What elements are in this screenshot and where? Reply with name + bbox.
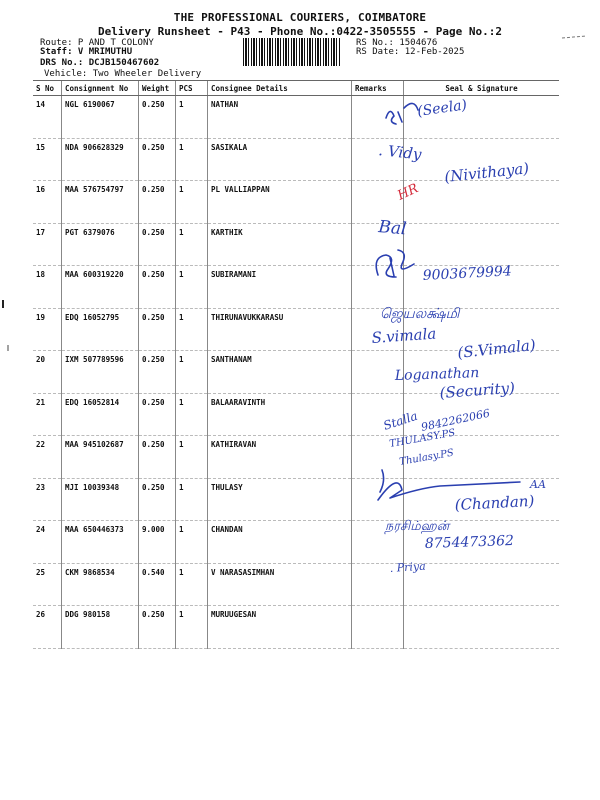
col-pcs: PCS [176, 81, 208, 96]
sig-24: (Chandan) [454, 491, 535, 514]
cell-weight: 0.250 [139, 181, 176, 224]
cell-sno: 26 [33, 606, 62, 649]
rs-date: RS Date: 12-Feb-2025 [356, 47, 465, 57]
col-signature: Seal & Signature [404, 81, 560, 96]
sig-20b: (S.Vimala) [456, 335, 537, 362]
cell-consignee: CHANDAN [208, 521, 352, 564]
staff-label: Staff: V MRIMUTHU [40, 47, 133, 57]
cell-pcs: 1 [176, 478, 208, 521]
cell-pcs: 1 [176, 351, 208, 394]
cell-weight: 0.250 [139, 138, 176, 181]
cell-weight: 0.250 [139, 223, 176, 266]
cell-consignment: EDQ 16052795 [62, 308, 139, 351]
cell-pcs: 1 [176, 138, 208, 181]
sig-18: 9003679994 [422, 263, 513, 284]
sig-21a: Loganathan [394, 365, 480, 384]
sig-17-red: HR [395, 181, 421, 204]
cell-sno: 23 [33, 478, 62, 521]
cell-consignee: KARTHIK [208, 223, 352, 266]
cell-sno: 20 [33, 351, 62, 394]
sig-17: Bal [377, 217, 408, 240]
cell-weight: 0.540 [139, 563, 176, 606]
cell-consignee: SUBIRAMANI [208, 266, 352, 309]
cell-pcs: 1 [176, 606, 208, 649]
drs-number: DRS No.: DCJB150467602 [40, 58, 160, 68]
sig-scribble-14 [386, 103, 418, 124]
cell-weight: 0.250 [139, 436, 176, 479]
cell-consignee: BALAARAVINTH [208, 393, 352, 436]
cell-sno: 25 [33, 563, 62, 606]
col-weight: Weight [139, 81, 176, 96]
cell-sno: 21 [33, 393, 62, 436]
vehicle-label: Vehicle: Two Wheeler Delivery [44, 69, 202, 79]
cell-consignee: SASIKALA [208, 138, 352, 181]
cell-consignee: SANTHANAM [208, 351, 352, 394]
cell-consignment: MJI 10039348 [62, 478, 139, 521]
cell-sno: 22 [33, 436, 62, 479]
cell-consignee: KATHIRAVAN [208, 436, 352, 479]
cell-consignment: NGL 6190067 [62, 96, 139, 139]
sig-21b: (Security) [439, 378, 516, 402]
cell-weight: 0.250 [139, 478, 176, 521]
cell-consignee: V NARASASIMHAN [208, 563, 352, 606]
cell-sno: 17 [33, 223, 62, 266]
sig-16: (Nivithaya) [443, 159, 530, 186]
route-label: Route: P AND T COLONY [40, 38, 154, 48]
cell-consignee: THULASY [208, 478, 352, 521]
col-consignee: Consignee Details [208, 81, 352, 96]
cell-consignment: CKM 9868534 [62, 563, 139, 606]
cell-consignment: NDA 906628329 [62, 138, 139, 181]
sig-23b: Thulasy.PS [398, 447, 455, 468]
cell-sno: 18 [33, 266, 62, 309]
cell-sno: 15 [33, 138, 62, 181]
cell-weight: 0.250 [139, 308, 176, 351]
col-sno: S No [33, 81, 62, 96]
cell-consignment: EDQ 16052814 [62, 393, 139, 436]
cell-weight: 0.250 [139, 393, 176, 436]
sig-26: . Priya [389, 559, 427, 575]
sig-23a: THULASY.PS [388, 427, 457, 450]
sig-20a: S.vimala [371, 324, 437, 347]
sig-scribble-18 [376, 250, 414, 277]
cell-pcs: 1 [176, 436, 208, 479]
company-name: THE PROFESSIONAL COURIERS, COIMBATORE [173, 11, 427, 24]
sig-25a: நரசிம்ஹன் [385, 519, 450, 534]
col-consignment: Consignment No [62, 81, 139, 96]
cell-pcs: 1 [176, 181, 208, 224]
cell-weight: 0.250 [139, 266, 176, 309]
cell-pcs: 1 [176, 521, 208, 564]
cell-sno: 14 [33, 96, 62, 139]
cell-pcs: 1 [176, 308, 208, 351]
sig-14: (Seela) [416, 97, 468, 120]
cell-weight: 0.250 [139, 351, 176, 394]
cell-pcs: 1 [176, 266, 208, 309]
cell-consignee: NATHAN [208, 96, 352, 139]
cell-consignment: MAA 600319220 [62, 266, 139, 309]
sig-20-tamil: ஜெயலக்ஷ்மி [380, 306, 460, 322]
cell-consignment: DDG 980158 [62, 606, 139, 649]
sig-15: . Vidy [377, 141, 423, 164]
cell-pcs: 1 [176, 223, 208, 266]
cell-consignee: MURUUGESAN [208, 606, 352, 649]
rs-number: RS No.: 1504676 [356, 38, 438, 48]
cell-pcs: 1 [176, 563, 208, 606]
cell-consignee: PL VALLIAPPAN [208, 181, 352, 224]
cell-sno: 24 [33, 521, 62, 564]
cell-pcs: 1 [176, 96, 208, 139]
cell-weight: 0.250 [139, 96, 176, 139]
cell-pcs: 1 [176, 393, 208, 436]
cell-consignment: MAA 650446373 [62, 521, 139, 564]
cell-sno: 19 [33, 308, 62, 351]
sig-22a: Stalla [381, 408, 420, 433]
cell-consignment: PGT 6379076 [62, 223, 139, 266]
cell-consignment: MAA 576754797 [62, 181, 139, 224]
cell-sno: 16 [33, 181, 62, 224]
sig-24-initials: AA [530, 478, 546, 491]
cell-consignment: IXM 507789596 [62, 351, 139, 394]
cell-consignee: THIRUNAVUKKARASU [208, 308, 352, 351]
sig-25b: 8754473362 [424, 532, 515, 552]
sig-22b: 9842262066 [419, 406, 492, 434]
runsheet-title: Delivery Runsheet - P43 - Phone No.:0422-3505555 - Page No.:2 [98, 25, 502, 38]
cell-consignment: MAA 945102687 [62, 436, 139, 479]
cell-weight: 9.000 [139, 521, 176, 564]
col-remarks: Remarks [352, 81, 404, 96]
cell-weight: 0.250 [139, 606, 176, 649]
